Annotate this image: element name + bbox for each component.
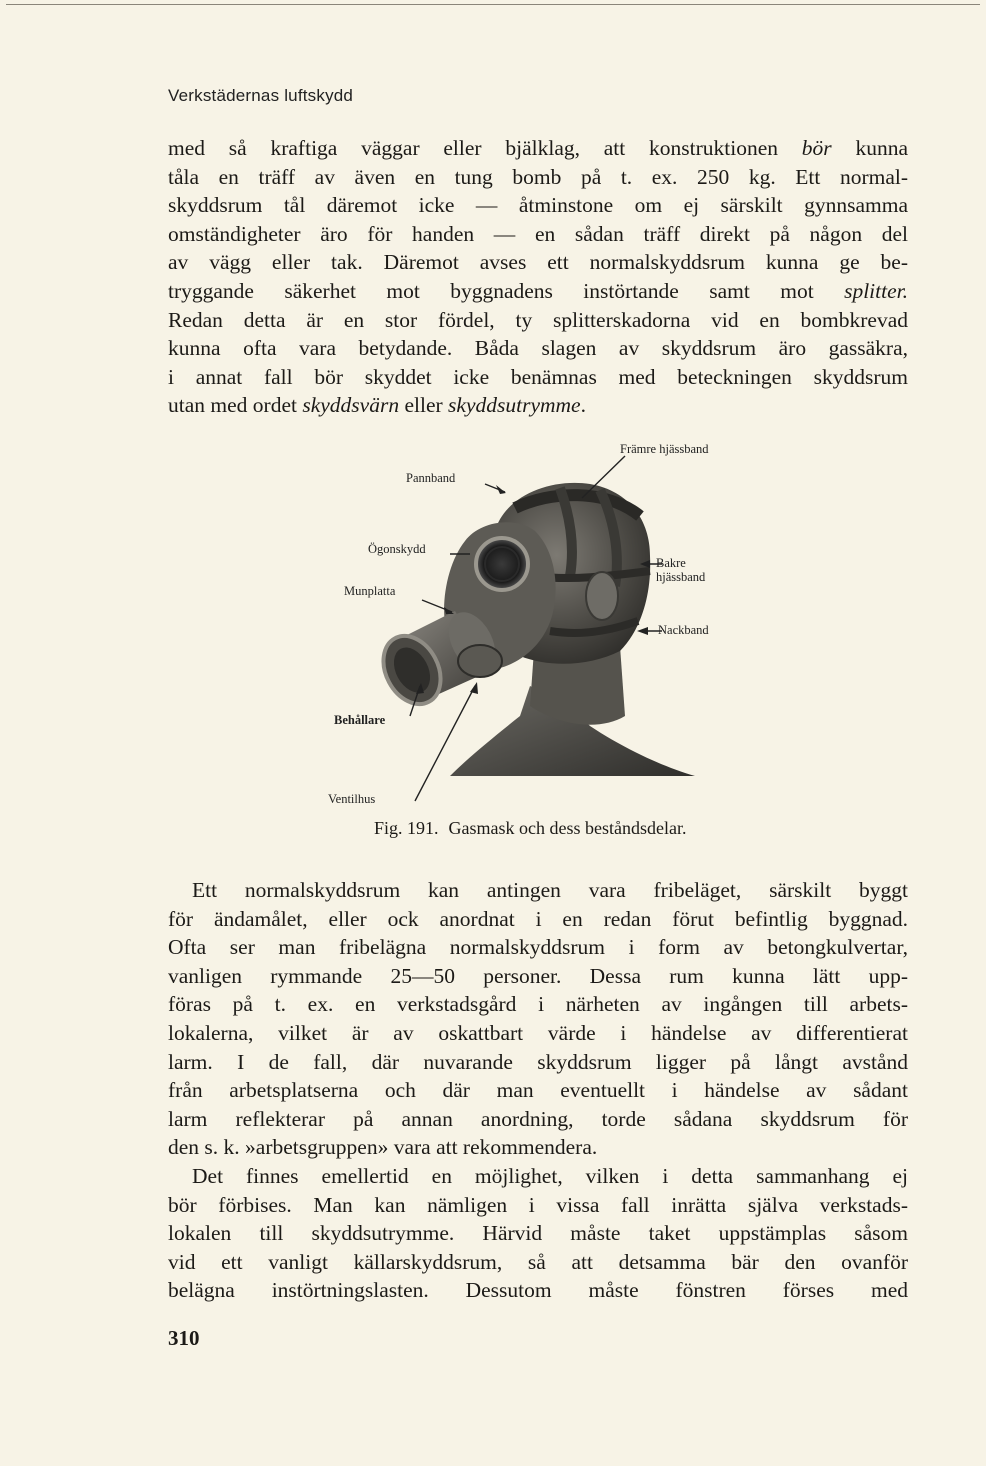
text-segment: av vägg eller tak. Däremot avses ett normalskyddsrum kunna ge be- bbox=[168, 250, 908, 275]
text-segment: från arbetsplatserna och där man eventuellt i händelse av sådant bbox=[168, 1078, 908, 1103]
label-behallare: Behållare bbox=[334, 713, 386, 727]
paragraph-3 bbox=[168, 1162, 908, 1305]
text-segment: kunna ofta vara betydande. Båda slagen av skyddsrum äro gassäkra, bbox=[168, 336, 908, 361]
page-number: 310 bbox=[168, 1326, 200, 1350]
text-segment: Ett normalskyddsrum kan antingen vara fribeläget, särskilt byggt bbox=[192, 878, 908, 902]
gas-mask-illustration bbox=[320, 436, 760, 808]
text-line bbox=[168, 1162, 908, 1191]
text-line bbox=[168, 134, 908, 163]
text-segment: för ändamålet, eller ock anordnat i en redan förut befintlig byggnad. bbox=[168, 906, 908, 931]
text-segment: tåla en träff av även en tung bomb på t. ex. 250 kg. Ett normal- bbox=[168, 164, 908, 189]
text-line bbox=[168, 876, 908, 905]
italic-text: splitter. bbox=[844, 278, 908, 303]
text-line bbox=[168, 962, 908, 991]
text-line bbox=[168, 1248, 908, 1277]
text-line bbox=[168, 1105, 908, 1134]
text-segment: Ofta ser man fribelägna normalskyddsrum i form av betongkulvertar, bbox=[168, 935, 908, 960]
text-segment: lokalen till skyddsutrymme. Härvid måste taket uppstämplas såsom bbox=[168, 1221, 908, 1246]
text-line bbox=[168, 334, 908, 363]
text-segment: tryggande säkerhet mot byggnadens instörtande samt mot bbox=[168, 278, 845, 303]
italic-text: skyddsutrymme bbox=[448, 393, 581, 418]
text-line bbox=[168, 1133, 908, 1162]
valve-housing bbox=[458, 645, 502, 677]
gas-mask-figure bbox=[320, 436, 760, 808]
italic-text: skyddsvärn bbox=[302, 393, 400, 418]
text-line bbox=[168, 1076, 908, 1105]
text-segment: skyddsrum tål däremot icke — åtminstone om ej särskilt gynnsamma bbox=[168, 193, 908, 218]
paragraph-2 bbox=[168, 876, 908, 1162]
text-line bbox=[168, 363, 908, 392]
text-line bbox=[168, 191, 908, 220]
text-line bbox=[168, 1019, 908, 1048]
label-framre-hjassband: Främre hjässband bbox=[620, 442, 709, 456]
label-pannband: Pannband bbox=[406, 471, 456, 485]
running-head: Verkstädernas luftskydd bbox=[168, 86, 354, 105]
text-segment: Redan detta är en stor fördel, ty splitterskadorna vid en bombkrevad bbox=[168, 307, 908, 332]
ear bbox=[586, 572, 618, 620]
eye-lens bbox=[476, 538, 528, 590]
text-segment: larm reflekterar på annan anordning, torde sådana skyddsrum för bbox=[168, 1106, 908, 1131]
label-nackband: Nackband bbox=[658, 623, 709, 637]
text-line bbox=[168, 306, 908, 335]
text-line bbox=[168, 1219, 908, 1248]
italic-text: bör bbox=[801, 136, 832, 160]
paragraph-1 bbox=[168, 134, 908, 420]
text-segment: med så kraftiga väggar eller bjälklag, att konstruktionen bbox=[168, 136, 802, 160]
text-segment: eller bbox=[399, 393, 449, 418]
text-segment: kunna bbox=[831, 136, 908, 160]
figure-caption bbox=[374, 818, 686, 839]
text-line bbox=[168, 1048, 908, 1077]
text-line bbox=[168, 1191, 908, 1220]
text-segment: i annat fall bör skyddet icke benämnas med beteckningen skyddsrum bbox=[168, 364, 908, 389]
text-segment: utan med ordet bbox=[168, 393, 303, 418]
text-segment: bör förbises. Man kan nämligen i vissa fall inrätta själva verkstads- bbox=[168, 1192, 908, 1217]
text-line bbox=[168, 163, 908, 192]
text-segment: föras på t. ex. en verkstadsgård i närheten av ingången till arbets- bbox=[168, 992, 908, 1017]
text-line bbox=[168, 220, 908, 249]
text-line bbox=[168, 990, 908, 1019]
text-segment: vanligen rymmande 25—50 personer. Dessa rum kunna lätt upp- bbox=[168, 963, 908, 988]
text-line bbox=[168, 277, 908, 306]
text-segment: vid ett vanligt källarskyddsrum, så att detsamma bär den ovanför bbox=[168, 1249, 908, 1274]
text-segment: larm. I de fall, där nuvarande skyddsrum ligger på långt avstånd bbox=[168, 1049, 908, 1074]
text-segment: Det finnes emellertid en möjlighet, vilken i detta sammanhang ej bbox=[192, 1164, 908, 1188]
text-segment: belägna instörtningslasten. Dessutom måste fönstren förses med bbox=[168, 1278, 908, 1303]
caption-number: Fig. 191. bbox=[374, 818, 439, 838]
text-line bbox=[168, 905, 908, 934]
label-ventilhus: Ventilhus bbox=[328, 792, 376, 806]
text-line bbox=[168, 391, 908, 420]
text-line bbox=[168, 1276, 908, 1305]
label-munplatta: Munplatta bbox=[344, 584, 396, 598]
text-segment: omständigheter äro för handen — en sådan träff direkt på någon del bbox=[168, 221, 908, 246]
label-bakre-hjassband-1: Bakre bbox=[656, 556, 686, 570]
text-line bbox=[168, 933, 908, 962]
label-ogonskydd: Ögonskydd bbox=[368, 542, 426, 556]
text-line bbox=[168, 248, 908, 277]
label-bakre-hjassband-2: hjässband bbox=[656, 570, 706, 584]
text-segment: den s. k. »arbetsgruppen» vara att rekommendera. bbox=[168, 1135, 598, 1160]
text-segment: . bbox=[580, 393, 586, 418]
text-segment: lokalerna, vilket är av oskattbart värde i händelse av differentierat bbox=[168, 1020, 908, 1045]
caption-text: Gasmask och dess beståndsdelar. bbox=[448, 818, 687, 838]
